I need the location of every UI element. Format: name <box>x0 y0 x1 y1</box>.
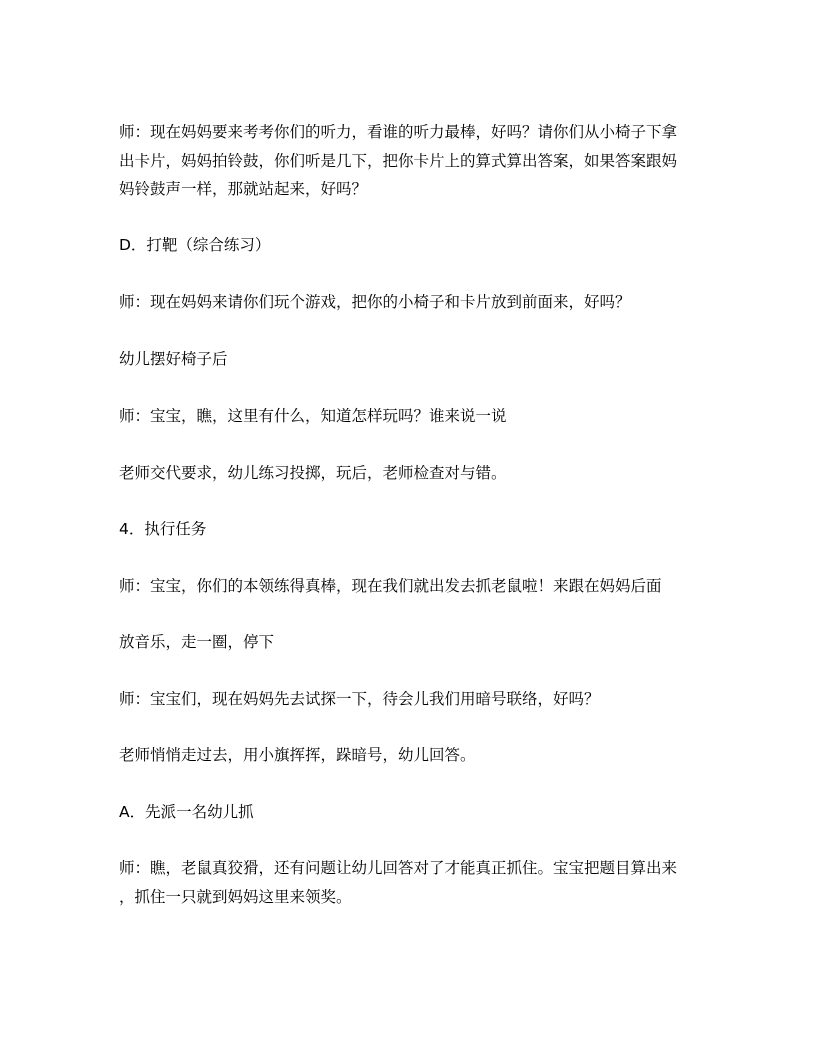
text-line: 师：现在妈妈要来考考你们的听力，看谁的听力最棒，好吗？请你们从小椅子下拿 <box>119 123 678 141</box>
text-line: 师：宝宝，你们的本领练得真棒，现在我们就出发去抓老鼠啦！来跟在妈妈后面 <box>119 577 662 595</box>
text-line: 师：宝宝们，现在妈妈先去试探一下，待会儿我们用暗号联络，好吗？ <box>119 690 600 708</box>
paragraph-catch-mice <box>119 572 704 601</box>
section-heading-target-practice <box>119 231 704 260</box>
paragraph-clever-mouse <box>119 854 704 911</box>
paragraph-flag-wave <box>119 741 704 770</box>
paragraph-how-to-play <box>119 402 704 431</box>
paragraph-throwing-practice <box>119 459 704 488</box>
text-line: A．先派一名幼儿抓 <box>119 803 254 821</box>
text-line: 师：宝宝，瞧，这里有什么，知道怎样玩吗？谁来说一说 <box>119 407 507 425</box>
text-line: 老师交代要求，幼儿练习投掷，玩后，老师检查对与错。 <box>119 464 507 482</box>
paragraph-chairs-arranged <box>119 345 704 374</box>
paragraph-secret-signal <box>119 685 704 714</box>
text-line: D．打靶（综合练习） <box>119 236 271 254</box>
text-line: 放音乐，走一圈，停下 <box>119 633 275 651</box>
text-line: 幼儿摆好椅子后 <box>119 350 228 368</box>
text-line: 老师悄悄走过去，用小旗挥挥，跺暗号，幼儿回答。 <box>119 746 476 764</box>
paragraph-music-walk <box>119 628 704 657</box>
section-heading-execute-task <box>119 515 704 544</box>
paragraph-game-intro <box>119 288 704 317</box>
text-line: 4．执行任务 <box>119 520 207 538</box>
text-line: ，抓住一只就到妈妈这里来领奖。 <box>119 887 352 906</box>
paragraph-listening-test <box>119 118 704 204</box>
text-line: 妈铃鼓声一样，那就站起来，好吗？ <box>119 180 368 198</box>
section-heading-send-child <box>119 798 704 827</box>
text-line: 师：瞧，老鼠真狡猾，还有问题让幼儿回答对了才能真正抓住。宝宝把题目算出来 <box>119 859 678 877</box>
text-line: 出卡片，妈妈拍铃鼓，你们听是几下，把你卡片上的算式算出答案，如果答案跟妈 <box>119 151 678 170</box>
text-line: 师：现在妈妈来请你们玩个游戏，把你的小椅子和卡片放到前面来，好吗？ <box>119 293 631 311</box>
